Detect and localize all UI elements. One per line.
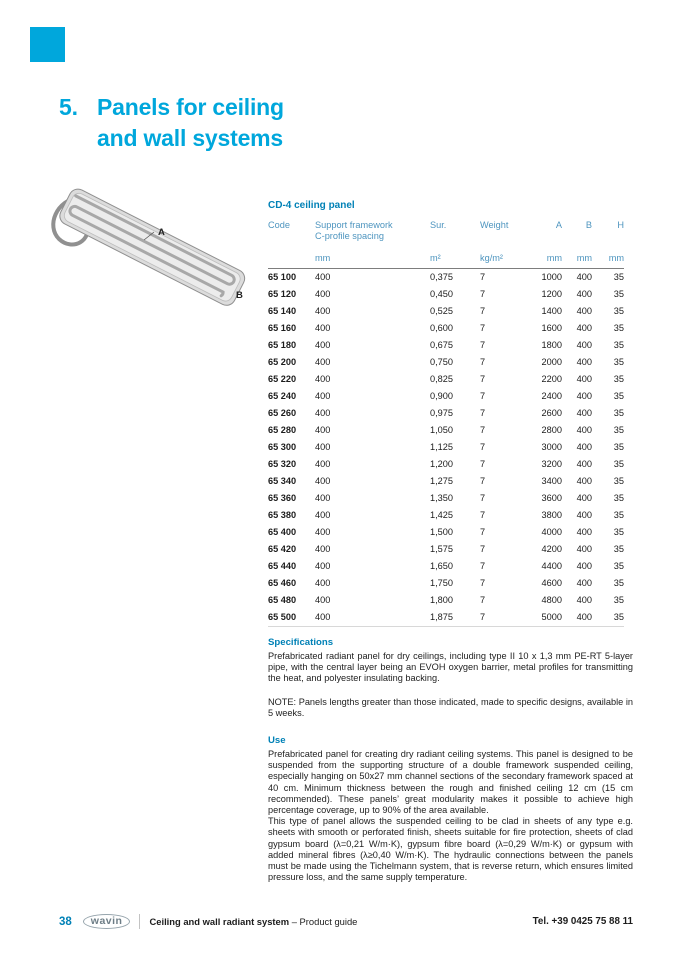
- cell-value: 400: [576, 459, 592, 469]
- cell-value: 7: [480, 442, 486, 452]
- cell-value: 35: [613, 544, 624, 554]
- cell-value: 35: [613, 459, 624, 469]
- cell-value: 400: [315, 357, 331, 367]
- cell-value: 7: [480, 340, 486, 350]
- cell-value: 0,750: [430, 357, 453, 367]
- cell-value: 400: [576, 595, 592, 605]
- cell-value: 400: [576, 289, 592, 299]
- wavin-logo-text: wavin: [90, 915, 123, 927]
- cell-value: 35: [613, 357, 624, 367]
- cell-value: 400: [315, 609, 430, 627]
- cell-value: 400: [576, 544, 592, 554]
- cell-value: 400: [315, 459, 331, 469]
- cell-value: 35: [592, 609, 624, 627]
- cell-value: 400: [576, 561, 592, 571]
- cell-value: 1600: [541, 323, 562, 333]
- cell-value: 1,500: [430, 527, 453, 537]
- wavin-logo: [83, 914, 131, 929]
- cell-code: 65 100: [268, 272, 297, 282]
- cell-code: 65 140: [268, 306, 297, 316]
- brand-corner-square: [30, 27, 65, 62]
- specifications-heading: Specifications: [268, 637, 334, 648]
- cell-value: 400: [315, 510, 331, 520]
- table-row: [268, 388, 624, 405]
- cell-code: 65 300: [268, 442, 297, 452]
- cell-value: 7: [480, 493, 486, 503]
- cell-value: 1,750: [430, 578, 453, 588]
- cell-value: 3200: [541, 459, 562, 469]
- cell-value: 4000: [541, 527, 562, 537]
- cell-value: 400: [576, 510, 592, 520]
- cell-value: 35: [613, 527, 624, 537]
- cell-value: 35: [613, 442, 624, 452]
- column-unit: [268, 248, 315, 269]
- column-unit: mm: [592, 248, 624, 269]
- table-row: [268, 405, 624, 422]
- cell-code: 65 360: [268, 493, 297, 503]
- cell-code: 65 440: [268, 561, 297, 571]
- product-table: [268, 220, 624, 627]
- column-unit: mm: [315, 248, 430, 269]
- table-row: [268, 473, 624, 490]
- cell-value: 400: [315, 442, 331, 452]
- cell-value: 1400: [541, 306, 562, 316]
- column-header: Support framework C-profile spacing: [315, 220, 393, 241]
- cell-value: 0,525: [430, 306, 453, 316]
- cell-value: 2800: [541, 425, 562, 435]
- title-line-2: and wall systems: [97, 125, 283, 151]
- cell-value: 35: [613, 425, 624, 435]
- section-number: 5.: [59, 94, 78, 120]
- cell-value: 400: [576, 493, 592, 503]
- table-row: [268, 286, 624, 303]
- cell-value: 400: [576, 374, 592, 384]
- cell-value: 35: [613, 595, 624, 605]
- cell-value: 3800: [541, 510, 562, 520]
- cell-value: 4400: [541, 561, 562, 571]
- column-header: A: [555, 220, 562, 230]
- cell-value: 7: [480, 289, 486, 299]
- table-row: [268, 439, 624, 456]
- cell-value: 400: [576, 357, 592, 367]
- cell-value: 7: [480, 561, 486, 571]
- table-row: [268, 269, 624, 287]
- cell-value: 7: [480, 510, 486, 520]
- table-row: [268, 303, 624, 320]
- cell-value: 0,825: [430, 374, 453, 384]
- use-text-1: Prefabricated panel for creating dry radiant ceiling systems. This panel is designed to be suspended from the supporting structure of a double framework suspended ceiling, especially hanging on 50x27 mm channel sections of the secondary framework spaced at 40 cm. Minimum thickness between the rough and finished ceiling 12 cm (15 cm recommended). These panels’ great modularity makes it possible to achieve high percentage coverage, up to 90% of the area available.: [268, 749, 633, 816]
- cell-code: 65 380: [268, 510, 297, 520]
- cell-value: 400: [315, 408, 331, 418]
- cell-value: 4800: [541, 595, 562, 605]
- cell-value: 1,800: [430, 595, 453, 605]
- column-unit: mm: [562, 248, 592, 269]
- panel-body: [57, 186, 248, 308]
- cell-value: 400: [315, 340, 331, 350]
- column-header: Code: [268, 220, 290, 230]
- cell-value: 1,050: [430, 425, 453, 435]
- table-row: [268, 456, 624, 473]
- cell-code: 65 240: [268, 391, 297, 401]
- cell-code: 65 460: [268, 578, 297, 588]
- cell-value: 35: [613, 323, 624, 333]
- cell-value: 4200: [541, 544, 562, 554]
- footer-product: Ceiling and wall radiant system: [149, 916, 290, 927]
- figure-label-b: B: [236, 290, 243, 301]
- cell-value: 400: [315, 527, 331, 537]
- cell-value: 400: [576, 527, 592, 537]
- cell-value: 7: [480, 357, 486, 367]
- cell-value: 1800: [541, 340, 562, 350]
- column-header: H: [617, 220, 624, 230]
- table-row: [268, 371, 624, 388]
- cell-value: 7: [480, 578, 486, 588]
- cell-value: 2400: [541, 391, 562, 401]
- cell-value: 1,425: [430, 510, 453, 520]
- table-row: [268, 558, 624, 575]
- cell-code: 65 180: [268, 340, 297, 350]
- cell-value: 400: [562, 609, 592, 627]
- cell-value: 400: [315, 476, 331, 486]
- footer-telephone: Tel. +39 0425 75 88 11: [532, 916, 633, 927]
- cell-value: 0,450: [430, 289, 453, 299]
- cell-value: 7: [480, 323, 486, 333]
- cell-value: 400: [315, 561, 331, 571]
- note-text: NOTE: Panels lengths greater than those indicated, made to specific designs, available in 5 weeks.: [268, 696, 633, 718]
- cell-value: 35: [613, 510, 624, 520]
- cell-value: 3000: [541, 442, 562, 452]
- cell-code: 65 400: [268, 527, 297, 537]
- cell-value: 400: [315, 425, 331, 435]
- table-row: [268, 320, 624, 337]
- cell-code: 65 340: [268, 476, 297, 486]
- column-header: B: [585, 220, 592, 230]
- cell-value: 400: [315, 544, 331, 554]
- cell-code: 65 420: [268, 544, 297, 554]
- cell-value: 1,200: [430, 459, 453, 469]
- cell-value: 400: [315, 578, 331, 588]
- footer-title: [149, 916, 357, 927]
- table-row: [268, 337, 624, 354]
- cell-code: 65 260: [268, 408, 297, 418]
- cell-value: 7: [480, 527, 486, 537]
- product-image: [46, 180, 258, 328]
- footer-suffix: – Product guide: [289, 916, 358, 927]
- cell-value: 35: [613, 493, 624, 503]
- cell-value: 400: [576, 442, 592, 452]
- cell-value: 35: [613, 578, 624, 588]
- cell-value: 7: [480, 425, 486, 435]
- cell-value: 400: [315, 391, 331, 401]
- table-row: [268, 575, 624, 592]
- cell-value: 35: [613, 289, 624, 299]
- cell-value: 35: [613, 476, 624, 486]
- cell-value: 5000: [530, 609, 562, 627]
- table-row: [268, 592, 624, 609]
- cell-value: 35: [613, 374, 624, 384]
- cell-value: 7: [480, 609, 530, 627]
- cell-code: 65 160: [268, 323, 297, 333]
- use-heading: Use: [268, 735, 286, 747]
- column-unit: m²: [430, 248, 480, 269]
- cell-value: 400: [315, 595, 331, 605]
- column-header: Weight: [480, 220, 509, 230]
- table-row: [268, 609, 624, 627]
- cell-value: 1,575: [430, 544, 453, 554]
- cell-code: 65 320: [268, 459, 297, 469]
- cell-value: 7: [480, 459, 486, 469]
- cell-value: 0,375: [430, 272, 453, 282]
- cell-value: 35: [613, 272, 624, 282]
- cell-value: 400: [576, 272, 592, 282]
- cell-value: 35: [613, 340, 624, 350]
- footer: [59, 914, 633, 929]
- cell-code: 65 480: [268, 595, 297, 605]
- cell-code: 65 220: [268, 374, 297, 384]
- table-row: [268, 524, 624, 541]
- cell-value: 0,675: [430, 340, 453, 350]
- cell-value: 400: [576, 323, 592, 333]
- page-number: 38: [59, 915, 72, 928]
- cell-value: 35: [613, 561, 624, 571]
- cell-code: 65 500: [268, 609, 315, 627]
- table-title: CD-4 ceiling panel: [268, 200, 355, 211]
- cell-value: 400: [576, 408, 592, 418]
- table-row: [268, 490, 624, 507]
- cell-value: 1,125: [430, 442, 453, 452]
- cell-value: 1,350: [430, 493, 453, 503]
- cell-value: 400: [315, 289, 331, 299]
- cell-code: 65 200: [268, 357, 297, 367]
- cell-value: 7: [480, 374, 486, 384]
- cell-value: 400: [576, 391, 592, 401]
- cell-value: 1,875: [430, 609, 480, 627]
- footer-divider: [139, 914, 140, 929]
- cell-value: 3400: [541, 476, 562, 486]
- cell-value: 2600: [541, 408, 562, 418]
- column-header: Sur.: [430, 220, 447, 230]
- page-title: [59, 92, 284, 154]
- cell-value: 7: [480, 544, 486, 554]
- cell-value: 35: [613, 306, 624, 316]
- cell-value: 0,900: [430, 391, 453, 401]
- cell-value: 7: [480, 306, 486, 316]
- cell-value: 400: [315, 374, 331, 384]
- cell-value: 0,975: [430, 408, 453, 418]
- cell-value: 400: [576, 340, 592, 350]
- table-head: [268, 220, 624, 269]
- cell-value: 7: [480, 408, 486, 418]
- panel-illustration: [46, 180, 258, 328]
- cell-value: 35: [613, 408, 624, 418]
- cell-value: 7: [480, 476, 486, 486]
- cell-value: 400: [315, 493, 331, 503]
- figure-label-a: A: [158, 227, 165, 238]
- column-unit: kg/m²: [480, 248, 530, 269]
- cell-value: 400: [576, 425, 592, 435]
- cell-value: 400: [315, 272, 331, 282]
- use-text-2: This type of panel allows the suspended ceiling to be clad in sheets of any type e.g. sheets with smooth or perforated finish, sheets suitable for fire protection, sheets of clad gypsum board (λ=0,21 W/m·K), gypsum fibre board (λ=0,29 W/m·K) or gypsum with added mineral fibres (λ≥0,40 W/m·K). The hydraulic connections between the panels must be made using the Tichelmann system, that is reverse return, which ensures limited pressure loss, and the same supply temperature.: [268, 816, 633, 883]
- cell-value: 400: [576, 578, 592, 588]
- cell-value: 4600: [541, 578, 562, 588]
- specifications-text: Prefabricated radiant panel for dry ceilings, including type II 10 x 1,3 mm PE-RT 5-layer pipe, with the central layer being an EVOH oxygen barrier, metal profiles for transmitting the heat, and polyester insulating backing.: [268, 651, 633, 684]
- cell-value: 400: [576, 306, 592, 316]
- cell-value: 7: [480, 391, 486, 401]
- cell-value: 3600: [541, 493, 562, 503]
- cell-value: 2200: [541, 374, 562, 384]
- cell-value: 400: [576, 476, 592, 486]
- table-row: [268, 354, 624, 371]
- title-text: [97, 92, 284, 154]
- cell-value: 7: [480, 595, 486, 605]
- cell-value: 35: [613, 391, 624, 401]
- cell-value: 1,650: [430, 561, 453, 571]
- content-column: [268, 200, 633, 883]
- table-row: [268, 541, 624, 558]
- cell-value: 400: [315, 306, 331, 316]
- cell-value: 1,275: [430, 476, 453, 486]
- cell-code: 65 120: [268, 289, 297, 299]
- column-unit: mm: [530, 248, 562, 269]
- cell-value: 2000: [541, 357, 562, 367]
- cell-code: 65 280: [268, 425, 297, 435]
- cell-value: 1200: [541, 289, 562, 299]
- table-row: [268, 507, 624, 524]
- cell-value: 7: [480, 272, 486, 282]
- table-body: [268, 269, 624, 627]
- cell-value: 400: [315, 323, 331, 333]
- title-line-1: Panels for ceiling: [97, 94, 284, 120]
- table-row: [268, 422, 624, 439]
- cell-value: 0,600: [430, 323, 453, 333]
- cell-value: 1000: [541, 272, 562, 282]
